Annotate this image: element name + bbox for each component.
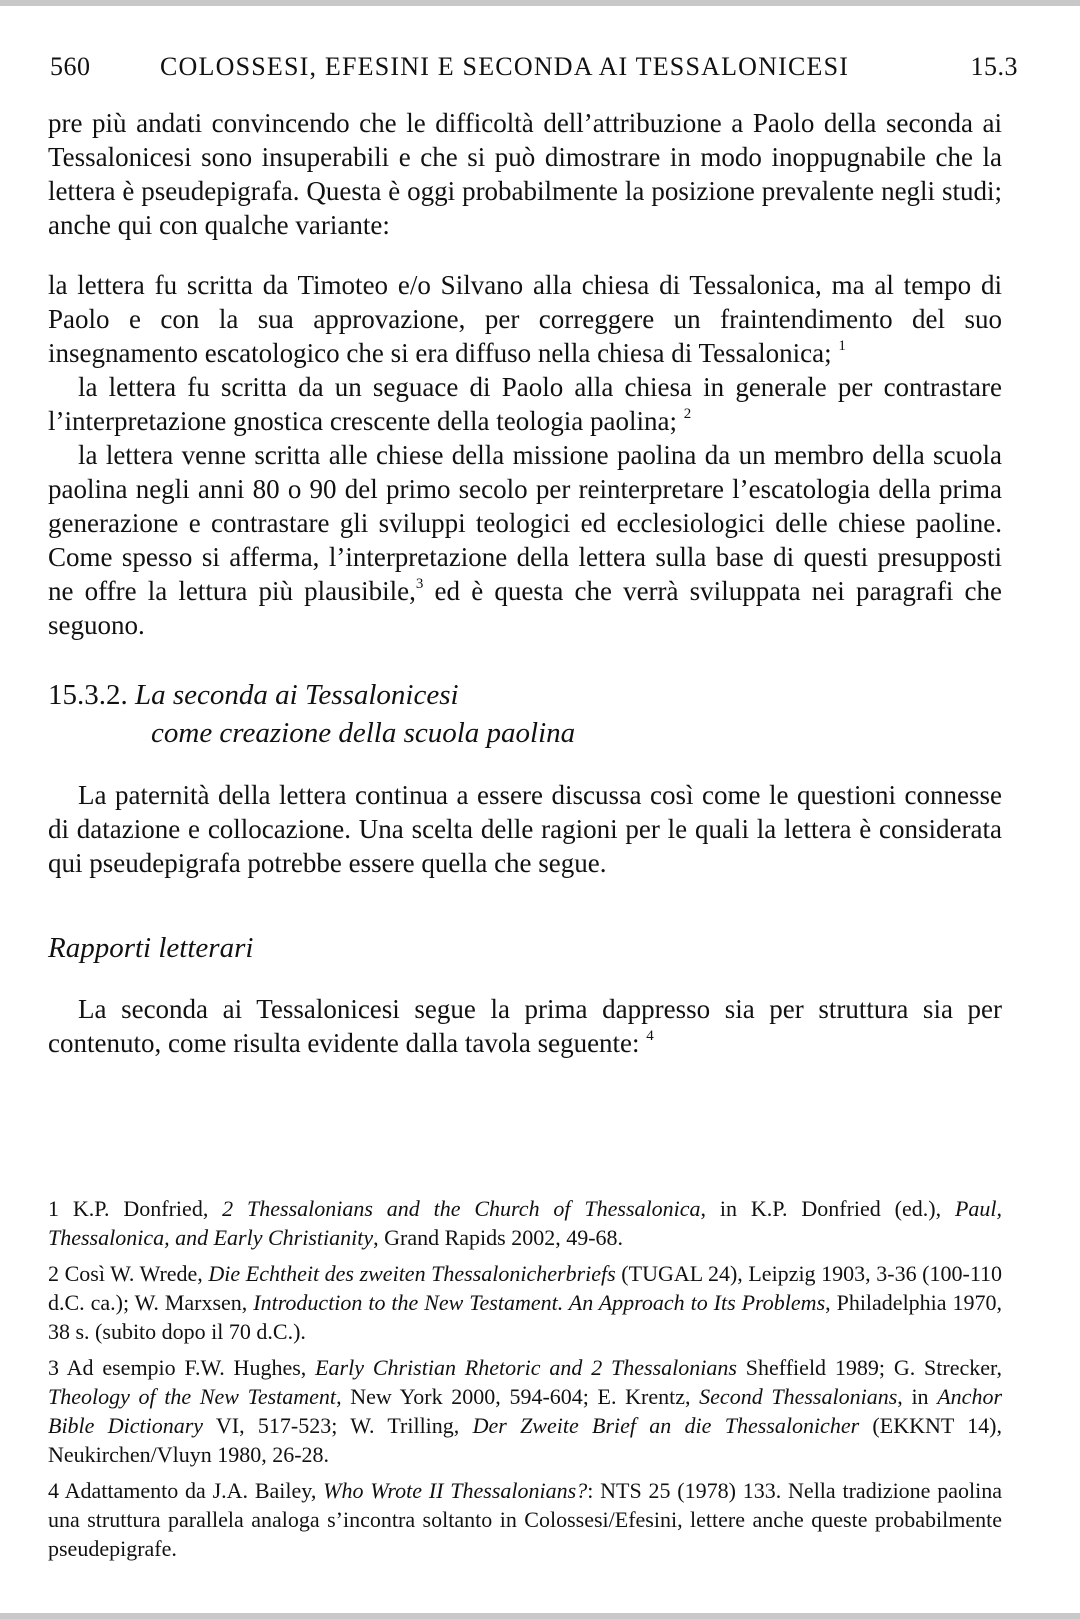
intro-block: [48, 106, 1002, 242]
position-text-cont: ed è questa che verrà sviluppata nei paragrafi che seguono.: [48, 576, 1002, 640]
section-block: [48, 778, 1002, 880]
positions-list: [48, 268, 1002, 642]
position-text: la lettera fu scritta da un seguace di Paolo alla chiesa in generale per contrastare l’interpretazione gnostica crescente della teologia paolina;: [48, 372, 1002, 436]
running-header: [50, 52, 1018, 82]
page-number: 560: [50, 52, 91, 81]
footnote-number: 1: [48, 1196, 59, 1221]
section-paragraph: La paternità della lettera continua a essere discussa così come le questioni connesse di datazione e collocazione. Una scelta delle ragioni per le quali la lettera è considerata qui pseudepigrafa potrebbe essere quella che segue.: [48, 780, 1002, 878]
footnote-title: Paul, Thessalonica, and Early Christianity: [48, 1196, 1002, 1250]
footnote-text: (TUGAL 24), Leipzig 1903, 3-36 (100-110 d.C. ca.); W. Marxsen,: [48, 1261, 1002, 1315]
footnote-title: Die Echtheit des zweiten Thessalonicherbriefs: [208, 1261, 616, 1286]
footnote-text: , in K.P. Donfried (ed.),: [700, 1196, 955, 1221]
section-number: 15.3.2.: [48, 679, 128, 711]
footnote-text: , Grand Rapids 2002, 49-68.: [373, 1225, 624, 1250]
footnote: [48, 1353, 1002, 1469]
position-item: [48, 370, 1002, 438]
footnote-text: Adattamento da J.A. Bailey,: [59, 1478, 324, 1503]
footnote: [48, 1194, 1002, 1252]
footnote-title: Introduction to the New Testament. An Approach to Its Problems: [253, 1290, 826, 1315]
footnote-text: (EKKNT 14), Neukirchen/Vluyn 1980, 26-28.: [48, 1413, 1003, 1467]
footnote-number: 2: [48, 1261, 59, 1286]
footnote-title: Anchor Bible Dictionary: [48, 1384, 1002, 1438]
footnote-text: VI, 517-523; W. Trilling,: [203, 1413, 473, 1438]
footnote-ref: 4: [646, 1028, 654, 1044]
running-title: COLOSSESI, EFESINI E SECONDA AI TESSALONICESI: [160, 52, 850, 81]
footnote-title: Second Thessalonians: [699, 1384, 898, 1409]
subheading: Rapporti letterari: [48, 932, 254, 964]
footnote: [48, 1476, 1002, 1563]
subheading-paragraph: [48, 992, 1002, 1060]
footnote: [48, 1259, 1002, 1346]
footnote-ref: 3: [415, 576, 424, 592]
footnote-text: , in: [897, 1384, 938, 1409]
position-item: [48, 268, 1002, 370]
position-item: [48, 438, 1002, 642]
footnote-title: 2 Thessalonians and the Church of Thessalonica: [222, 1196, 701, 1221]
intro-paragraph: pre più andati convincendo che le difficoltà dell’attribuzione a Paolo della seconda ai Tessalonicesi sono insuperabili e che si può dimostrare in modo inoppugnabile che la lettera è pseudepigrafa. Questa è oggi probabilmente la posizione prevalente negli studi; anche qui con qualche variante:: [48, 108, 1002, 240]
section-title-line2: come creazione della scuola paolina: [151, 717, 576, 749]
footnote-title: Der Zweite Brief an die Thessalonicher: [472, 1413, 860, 1438]
footnote-number: 3: [48, 1355, 59, 1380]
footnote-title: Theology of the New Testament: [48, 1384, 337, 1409]
footnote-text: , New York 2000, 594-604; E. Krentz,: [336, 1384, 700, 1409]
footnote-text: : NTS 25 (1978) 133. Nella tradizione paolina una struttura parallela analoga s’incontra soltanto in Colossesi/Efesini, lettere anche queste probabilmente pseudepigrafe.: [48, 1478, 1003, 1561]
footnote-text: Ad esempio F.W. Hughes,: [59, 1355, 316, 1380]
footnote-text: , Philadelphia 1970, 38 s. (subito dopo il 70 d.C.).: [48, 1290, 1003, 1344]
footnote-title: Early Christian Rhetoric and 2 Thessalonians: [315, 1355, 737, 1380]
position-text: la lettera venne scritta alle chiese della missione paolina da un membro della scuola paolina negli anni 80 o 90 del primo secolo per reinterpretare l’escatologia della prima generazione e contrastare gli sviluppi teologici ed ecclesiologici delle chiese paoline. Come spesso si afferma, l’interpretazione della lettera sulla base di questi presupposti ne offre la lettura più plausibile,: [48, 440, 1002, 606]
footnote-title: Who Wrote II Thessalonians?: [323, 1478, 588, 1503]
section-heading: [48, 676, 575, 752]
section-title-line1: La seconda ai Tessalonicesi: [135, 679, 459, 711]
footnote-text: Sheffield 1989; G. Strecker,: [736, 1355, 1002, 1380]
footnote-text: Così W. Wrede,: [59, 1261, 209, 1286]
footnote-text: K.P. Donfried,: [59, 1196, 223, 1221]
footnote-ref: 1: [838, 338, 846, 354]
subheading-block: [48, 992, 1002, 1060]
footnote-number: 4: [48, 1478, 59, 1503]
subheading-paragraph-text: La seconda ai Tessalonicesi segue la prima dappresso sia per struttura sia per contenuto, come risulta evidente dalla tavola seguente:: [48, 994, 1002, 1058]
footnote-ref: 2: [683, 406, 692, 422]
section-ref: 15.3: [970, 52, 1018, 81]
footnotes: [48, 1194, 1002, 1570]
position-text: la lettera fu scritta da Timoteo e/o Silvano alla chiesa di Tessalonica, ma al tempo di Paolo e con la sua approvazione, per correggere un fraintendimento del suo insegnamento escatologico che si era diffuso nella chiesa di Tessalonica;: [48, 270, 1002, 368]
